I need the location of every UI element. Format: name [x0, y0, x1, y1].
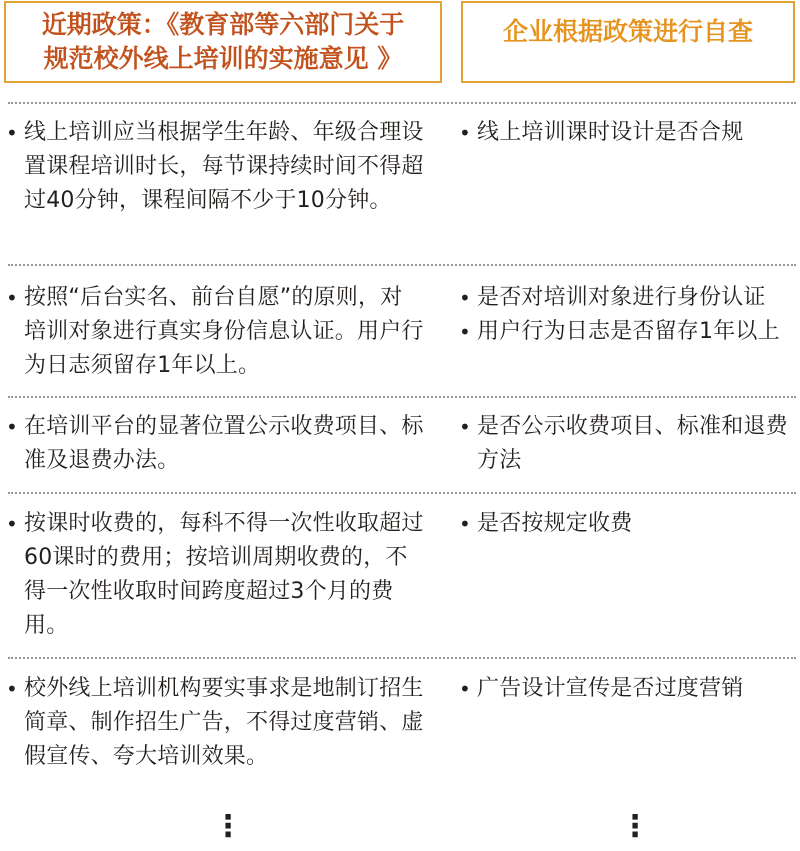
policy-cell: [6, 672, 424, 774]
check-text: 线上培训课时设计是否合规: [477, 120, 744, 145]
self-check-header-title: 企业根据政策进行自查: [502, 17, 753, 46]
list-item: [459, 281, 794, 315]
list-item: [6, 281, 424, 383]
policy-header-line-1: 近期政策：《教育部等六部门关于: [41, 10, 405, 39]
policy-text: 线上培训应当根据学生年龄、年级合理设置课程培训时长，每节课持续时间不得超过40分钟，课程间隔不少于10分钟。: [24, 120, 424, 213]
bullet-icon: •: [6, 415, 18, 439]
policy-header: [4, 1, 442, 83]
bullet-icon: •: [459, 677, 471, 701]
policy-cell: [6, 281, 424, 383]
row-divider: [8, 264, 796, 266]
list-item: [6, 410, 424, 478]
list-item: [459, 116, 794, 150]
policy-text: 校外线上培训机构要实事求是地制订招生简章、制作招生广告，不得过度营销、虚假宣传、夸大培训效果。: [24, 676, 424, 769]
row-divider: [8, 492, 796, 494]
bullet-icon: •: [459, 512, 471, 536]
list-item: [459, 507, 794, 541]
bullet-icon: •: [459, 286, 471, 310]
vertical-ellipsis-icon: ⋮: [213, 809, 243, 844]
row-divider: [8, 657, 796, 659]
policy-row-1: [0, 116, 800, 256]
check-text: 是否对培训对象进行身份认证: [477, 285, 766, 310]
check-text: 是否按规定收费: [477, 511, 633, 536]
check-text: 是否公示收费项目、标准和退费方法: [477, 414, 788, 473]
policy-row-4: [0, 507, 800, 647]
policy-row-3: [0, 410, 800, 480]
bullet-icon: •: [6, 121, 18, 145]
policy-row-2: [0, 281, 800, 386]
vertical-ellipsis-icon: ⋮: [620, 809, 650, 844]
bullet-icon: •: [459, 415, 471, 439]
bullet-icon: •: [6, 286, 18, 310]
policy-text: 按课时收费的，每科不得一次性收取超过60课时的费用；按培训周期收费的，不得一次性收取时间跨度超过3个月的费用。: [24, 511, 424, 638]
check-cell: [459, 507, 794, 541]
bullet-icon: •: [459, 320, 471, 344]
policy-header-line-2: 规范校外线上培训的实施意见 》: [43, 44, 403, 73]
policy-text: 在培训平台的显著位置公示收费项目、标准及退费办法。: [24, 414, 424, 473]
list-item: [459, 672, 794, 706]
policy-cell: [6, 410, 424, 478]
check-text: 用户行为日志是否留存1年以上: [477, 319, 780, 344]
check-text: 广告设计宣传是否过度营销: [477, 676, 744, 701]
row-divider: [8, 396, 796, 398]
list-item: [459, 315, 794, 349]
policy-cell: [6, 116, 424, 218]
check-cell: [459, 116, 794, 150]
list-item: [6, 116, 424, 218]
bullet-icon: •: [6, 677, 18, 701]
list-item: [459, 410, 794, 478]
check-cell: [459, 410, 794, 478]
check-cell: [459, 281, 794, 349]
list-item: [6, 507, 424, 643]
policy-row-5: [0, 672, 800, 777]
row-divider: [8, 102, 796, 104]
bullet-icon: •: [6, 512, 18, 536]
check-cell: [459, 672, 794, 706]
policy-cell: [6, 507, 424, 643]
bullet-icon: •: [459, 121, 471, 145]
list-item: [6, 672, 424, 774]
policy-text: 按照“后台实名、前台自愿”的原则，对培训对象进行真实身份信息认证。用户行为日志须留存1年以上。: [24, 285, 424, 378]
self-check-header: [461, 1, 795, 83]
